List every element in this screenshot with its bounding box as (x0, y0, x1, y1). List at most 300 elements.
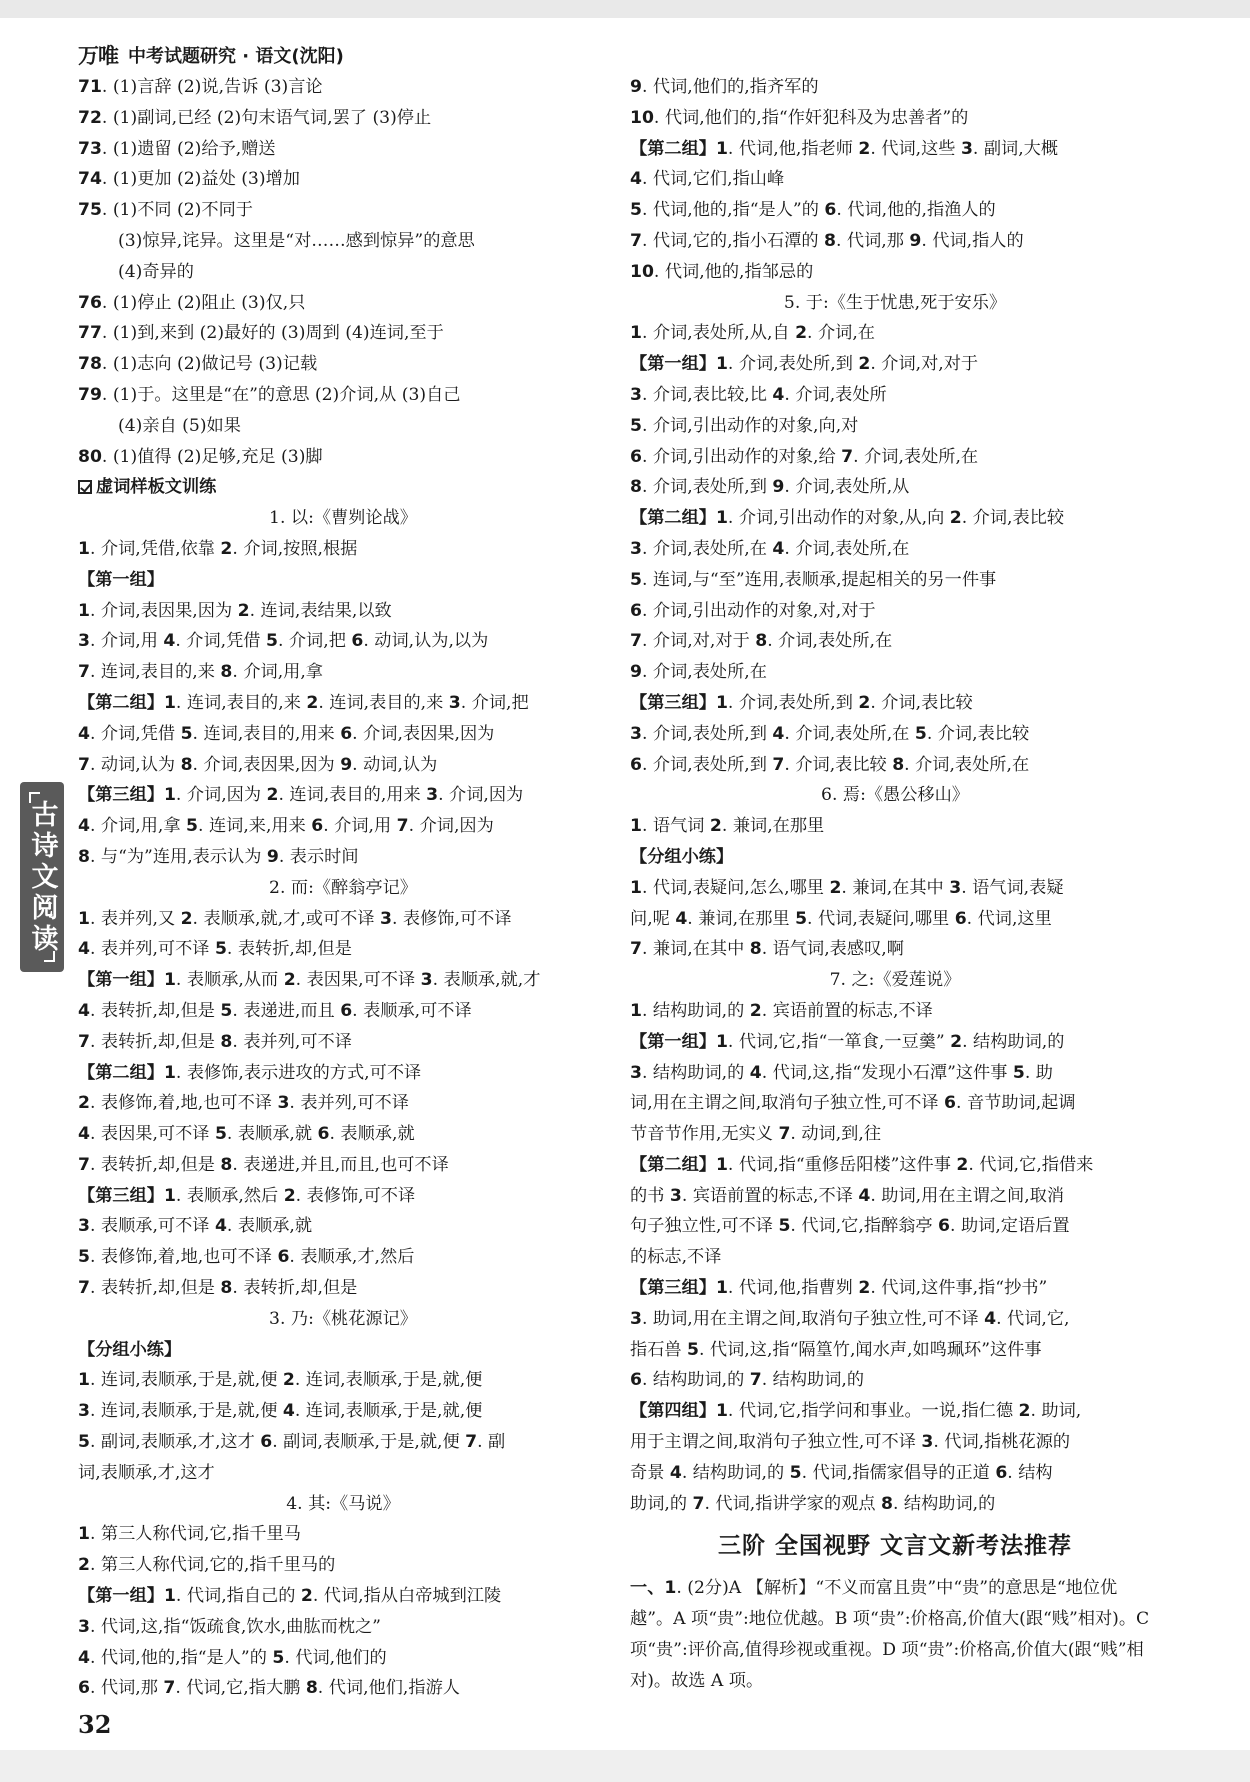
right-column (630, 72, 1160, 1697)
item-number: 7 (465, 1432, 478, 1453)
answer-text: . 连词,来,用来 (198, 816, 312, 837)
answer-line (630, 811, 1160, 842)
item-number: 7 (772, 754, 785, 775)
item-number: 【第一组】1 (78, 1586, 176, 1607)
answer-line (630, 996, 1160, 1027)
answer-text: . 代词,它,指学问和事业。一说,指仁德 (727, 1401, 1019, 1422)
answer-text: . 代词,这件事,指“抄书” (870, 1278, 1048, 1299)
answer-line (78, 226, 608, 257)
answer-line (630, 842, 1160, 873)
answer-text: . 介词,表处所,从 (784, 477, 910, 498)
answer-text: . 代词,他们的,指齐军的 (641, 77, 819, 97)
item-number: 【第三组】1 (630, 692, 728, 713)
item-number: 9 (772, 477, 785, 498)
passage-title: 7. 之:《爱莲说》 (829, 970, 961, 991)
answer-line (78, 873, 608, 904)
answer-line (630, 750, 1160, 781)
item-number: 76 (78, 292, 102, 313)
top-margin-shade (0, 0, 1250, 18)
answer-text: . 兼词,在那里 (687, 908, 796, 929)
item-number: 3 (78, 1401, 90, 1422)
answer-text: . 表示时间 (278, 846, 359, 867)
answer-line (630, 318, 1160, 349)
answer-text: 节音节作用,无实义 (630, 1124, 779, 1145)
answer-text: . (1)值得 (2)足够,充足 (3)脚 (101, 446, 323, 467)
item-number: 7 (630, 939, 642, 960)
item-number: 8 (749, 939, 762, 960)
answer-line (630, 226, 1160, 257)
answer-text: . 代词,指自己的 (175, 1586, 301, 1607)
item-number: 【第一组】1 (78, 970, 176, 991)
item-number: 1 (630, 816, 642, 837)
answer-text: . 第三人称代词,它的,指千里马的 (89, 1555, 336, 1576)
answer-text: . 介词,表处所,在 (784, 723, 915, 744)
item-number: 【第二组】1 (630, 138, 728, 159)
answer-line (630, 1242, 1160, 1273)
item-number: 5 (778, 1216, 791, 1237)
item-number: 【第一组】 (78, 569, 164, 590)
item-number: 8 (823, 230, 836, 251)
answer-line (78, 811, 608, 842)
answer-text: . 表转折,却,但是 (226, 939, 352, 960)
answer-text: . 连词,表顺承,于是,就,便 (89, 1401, 283, 1422)
item-number: 5 (1012, 1062, 1025, 1083)
answer-line (630, 103, 1160, 134)
answer-text: . 连词,表目的,用来 (192, 723, 341, 744)
item-number: 5 (630, 415, 642, 436)
item-number: 72 (78, 107, 102, 128)
answer-text: . 兼词,在其中 (841, 877, 950, 898)
answer-text: . 代词,指讲学家的观点 (704, 1493, 882, 1514)
item-number: 2 (956, 1154, 969, 1175)
item-number: 【第三组】1 (630, 1278, 728, 1299)
item-number: 2 (950, 1031, 963, 1052)
answer-text: . 介词,把 (277, 631, 352, 652)
answer-text: . 表递进,并且,而且,也可不译 (232, 1154, 449, 1175)
answer-text: . 表顺承,然后 (175, 1185, 284, 1206)
answer-text: . 代词,他的,指“是人”的 (89, 1647, 273, 1668)
answer-line (78, 904, 608, 935)
answer-line (78, 1643, 608, 1674)
answer-line (78, 1519, 608, 1550)
item-number: 4 (772, 723, 785, 744)
answer-line (630, 780, 1160, 811)
answer-text: . 动词,到,往 (790, 1124, 882, 1145)
item-number: 2 (306, 692, 319, 713)
page-header (78, 40, 344, 70)
item-number: 9 (909, 230, 922, 251)
answer-line (78, 318, 608, 349)
item-number: 1 (630, 1000, 642, 1021)
answer-text: . 代词,它的,指小石潭的 (641, 230, 824, 251)
answer-text: . 连词,表顺承,于是,就,便 (294, 1401, 483, 1422)
item-number: 3 (277, 1093, 290, 1114)
answer-text: . 表修饰,着,地,也可不译 (89, 1093, 278, 1114)
item-number: 3 (448, 692, 461, 713)
answer-text: . 介词,对,对于 (870, 354, 979, 375)
answer-line (630, 349, 1160, 380)
answer-line (78, 1181, 608, 1212)
answer-text: . 结构助词,的 (761, 1370, 865, 1391)
answer-text: . 介词,表处所,在 (767, 631, 893, 652)
item-number: 8 (881, 1493, 893, 1514)
item-number: 8 (755, 631, 768, 652)
item-number: 2 (858, 692, 871, 713)
answer-line (630, 534, 1160, 565)
answer-line (78, 1673, 608, 1704)
item-number: 6 (824, 200, 837, 221)
answer-text: . (1)于。这里是“在”的意思 (2)介词,从 (3)自己 (101, 384, 461, 405)
answer-line (630, 565, 1160, 596)
answer-text: . 表顺承,从而 (175, 970, 284, 991)
item-number: 6 (340, 1000, 353, 1021)
item-number: 10 (630, 261, 654, 282)
item-number: 3 (380, 908, 392, 929)
answer-line (630, 288, 1160, 319)
answer-text: . 介词,表比较,比 (641, 384, 773, 405)
answer-line (78, 1242, 608, 1273)
answer-line (630, 1427, 1160, 1458)
answer-line (78, 103, 608, 134)
answer-text: . 介词,表处所,到 (641, 723, 773, 744)
answer-text: . 代词,它,指大鹏 (175, 1678, 306, 1699)
tab-bracket-bottom (44, 951, 55, 962)
answer-line (630, 134, 1160, 165)
item-number: 4 (78, 1000, 90, 1021)
item-number: 【第三组】1 (78, 1185, 176, 1206)
answer-line (78, 1304, 608, 1335)
item-number: 7 (78, 1031, 90, 1052)
answer-text: . 介词,表比较 (784, 754, 893, 775)
answer-line (78, 1027, 608, 1058)
answer-text: . 介词,凭借 (175, 631, 266, 652)
answer-line (78, 965, 608, 996)
answer-line (630, 1458, 1160, 1489)
item-number: 7 (78, 1278, 90, 1299)
answer-text: . 动词,认为 (89, 754, 181, 775)
answer-text: . (1)副词,已经 (2)句末语气词,罢了 (3)停止 (101, 107, 432, 128)
item-number: 4 (772, 384, 785, 405)
item-number: 4 (163, 631, 176, 652)
item-number: 4 (675, 908, 688, 929)
answer-text: . 介词,用,拿 (232, 662, 323, 683)
answer-text: . 介词,凭借 (89, 723, 181, 744)
answer-text: . 表顺承,可不译 (89, 1216, 215, 1237)
answer-line (78, 134, 608, 165)
answer-text: . 语气词 (641, 816, 710, 837)
item-number: 6 (630, 754, 642, 775)
answer-text: . 介词,表处所,在 (853, 446, 979, 467)
item-number: 3 (960, 138, 973, 159)
answer-line (78, 1088, 608, 1119)
answer-line (78, 503, 608, 534)
item-number: 6 (351, 631, 364, 652)
answer-text: . 表顺承,就,才 (432, 970, 541, 991)
passage-title: 5. 于:《生于忧患,死于安乐》 (783, 292, 1007, 313)
answer-continuation: (4)奇异的 (118, 261, 194, 282)
item-number: 6 (78, 1678, 90, 1699)
item-number: 2 (709, 816, 722, 837)
answer-text: . 介词,引出动作的对象,向,对 (641, 415, 859, 436)
item-number: 7 (396, 816, 409, 837)
item-number: 80 (78, 446, 102, 467)
answer-line (630, 1304, 1160, 1335)
answer-line (78, 1489, 608, 1520)
item-number: 7 (78, 754, 90, 775)
item-number: 5 (220, 1000, 233, 1021)
answer-text: . 连词,表目的,来 (89, 662, 221, 683)
item-number: 4 (78, 723, 90, 744)
answer-text: . 介词,引出动作的对象,从,向 (727, 508, 950, 529)
answer-text: . 表并列,可不译 (89, 939, 215, 960)
item-number: 2 (78, 1555, 90, 1576)
item-number: 2 (266, 785, 279, 806)
item-number: 4 (669, 1462, 682, 1483)
item-number: 3 (630, 1062, 642, 1083)
answer-line (630, 873, 1160, 904)
answer-text: . 代词,它,指醉翁亭 (790, 1216, 939, 1237)
answer-text: . 表修饰,表示进攻的方式,可不译 (175, 1062, 422, 1083)
item-number: 1 (630, 877, 642, 898)
item-number: 6 (630, 600, 642, 621)
item-number: 9 (266, 846, 279, 867)
answer-text: . 代词,指“重修岳阳楼”这件事 (727, 1154, 957, 1175)
answer-line (630, 195, 1160, 226)
answer-text: . 连词,表顺承,于是,就,便 (89, 1370, 283, 1391)
answer-line (630, 934, 1160, 965)
item-number: 【第二组】1 (78, 1062, 176, 1083)
answer-text: . 介词,对,对于 (641, 631, 756, 652)
answer-line (78, 1058, 608, 1089)
answer-line (78, 1119, 608, 1150)
answer-line (78, 565, 608, 596)
item-number: 9 (630, 662, 642, 683)
answer-text: . (1)言辞 (2)说,告诉 (3)言论 (101, 77, 323, 97)
item-number: 7 (78, 662, 90, 683)
item-number: 2 (78, 1093, 90, 1114)
item-number: 5 (265, 631, 278, 652)
answer-text: . 介词,表处所,在 (784, 538, 910, 559)
answer-line (78, 257, 608, 288)
answer-text: . 表递进,而且 (232, 1000, 341, 1021)
item-number: 5 (914, 723, 927, 744)
answer-line (78, 472, 608, 503)
item-number: 2 (858, 138, 871, 159)
answer-text: . 连词,表目的,用来 (278, 785, 427, 806)
item-number: 77 (78, 323, 102, 344)
item-number: 4 (984, 1308, 997, 1329)
answer-line (630, 596, 1160, 627)
answer-text: . 动词,认为 (352, 754, 438, 775)
answer-text: . 兼词,在那里 (721, 816, 825, 837)
item-number: 8 (220, 1278, 233, 1299)
answer-text: . 表转折,却,但是 (232, 1278, 358, 1299)
item-number: 73 (78, 138, 102, 159)
answer-line (78, 380, 608, 411)
answer-text: . 介词,表因果,因为 (192, 754, 341, 775)
answer-text: . 代词,这里 (966, 908, 1052, 929)
answer-text: . 介词,用,拿 (89, 816, 187, 837)
answer-text: . 表顺承,就 (329, 1124, 415, 1145)
item-number: 6 (938, 1216, 951, 1237)
answer-line (78, 1427, 608, 1458)
item-number: 8 (305, 1678, 318, 1699)
item-number: 8 (220, 1031, 233, 1052)
answer-text: . 助词,用在主谓之间,取消 (870, 1185, 1065, 1206)
answer-text: . 连词,表结果,以致 (249, 600, 392, 621)
item-number: 2 (858, 354, 871, 375)
answer-text: . 介词,凭借,依靠 (89, 538, 221, 559)
passage-title: 1. 以:《曹刿论战》 (269, 508, 417, 529)
answer-text: . (2分)A 【解析】“不义而富且贵”中“贵”的意思是“地位优越”。A 项“贵”:地位优越。B 项“贵”:价格高,价值大(跟“贱”相对)。C 项“贵”:评价高,值得珍视或重视。D 项“贵”:价格高,价值大(跟“贱”相对)。故选 A 项。 (630, 1578, 1150, 1691)
answer-text: . 连词,表目的,来 (318, 692, 449, 713)
answer-text: . 表修饰,可不译 (295, 1185, 416, 1206)
left-column (78, 72, 608, 1704)
item-number: 3 (78, 1616, 90, 1637)
answer-line (630, 72, 1160, 103)
answer-line (630, 1181, 1160, 1212)
answer-line (78, 1396, 608, 1427)
answer-text: . (1)遗留 (2)给予,赠送 (101, 138, 276, 159)
item-number: 9 (630, 77, 642, 97)
item-number: 8 (78, 846, 90, 867)
item-number: 5 (272, 1647, 285, 1668)
answer-text: . 连词,与“至”连用,表顺承,提起相关的另一件事 (641, 569, 997, 590)
answer-line (630, 442, 1160, 473)
item-number: 8 (630, 477, 642, 498)
answer-line (78, 1550, 608, 1581)
item-number: 5 (795, 908, 808, 929)
page-number: 32 (78, 1710, 112, 1739)
answer-text: . 助词,定语后置 (950, 1216, 1070, 1237)
answer-text: 句子独立性,可不译 (630, 1216, 779, 1237)
answer-line (78, 1335, 608, 1366)
answer-text: . (1)更加 (2)益处 (3)增加 (101, 169, 300, 190)
answer-text: . 代词,他,指曹刿 (727, 1278, 859, 1299)
item-number: 1 (630, 323, 642, 344)
passage-title: 2. 而:《醉翁亭记》 (269, 877, 417, 898)
answer-paragraph (630, 1573, 1160, 1696)
answer-line (630, 904, 1160, 935)
answer-line (78, 780, 608, 811)
item-number: 6 (260, 1432, 273, 1453)
answer-line (630, 1088, 1160, 1119)
answer-line (78, 934, 608, 965)
bottom-margin-shade (0, 1750, 1250, 1782)
answer-text: 的书 (630, 1185, 670, 1206)
item-number: 一、1 (630, 1578, 677, 1599)
answer-text: . 介词,因为 (408, 816, 494, 837)
answer-line (630, 1396, 1160, 1427)
subsection-title: 虚词样板文训练 (96, 477, 217, 498)
item-number: 10 (630, 107, 654, 128)
answer-text: . 介词,表处所,到 (641, 477, 773, 498)
item-number: 3 (921, 1432, 934, 1453)
item-number: 79 (78, 384, 102, 405)
answer-text: . 连词,表目的,来 (175, 692, 307, 713)
answer-text: 用于主谓之间,取消句子独立性,可不译 (630, 1432, 922, 1453)
answer-text: . 表因果,可不译 (295, 970, 421, 991)
answer-text: . 代词,这,指“发现小石潭”这件事 (761, 1062, 1013, 1083)
answer-text: . 表转折,却,但是 (89, 1031, 221, 1052)
item-number: 7 (630, 230, 642, 251)
answer-text: . 代词,这,指“饭疏食,饮水,曲肱而枕之” (89, 1616, 381, 1637)
answer-text: . 介词,引出动作的对象,给 (641, 446, 842, 467)
answer-line (630, 257, 1160, 288)
answer-line (630, 688, 1160, 719)
answer-text: . 结构助词,的 (641, 1062, 750, 1083)
answer-text: . 副词,大概 (972, 138, 1059, 159)
answer-line (78, 996, 608, 1027)
answer-text: . 代词,它, (996, 1308, 1070, 1329)
answer-text: . 表修饰,可不译 (392, 908, 512, 929)
item-number: 4 (78, 1124, 90, 1145)
item-number: 4 (78, 939, 90, 960)
answer-line (630, 1058, 1160, 1089)
item-number: 2 (829, 877, 842, 898)
answer-text: . 代词,他们的 (284, 1647, 387, 1668)
answer-text: . 与“为”连用,表示认为 (89, 846, 267, 867)
answer-line (630, 164, 1160, 195)
item-number: 8 (220, 1154, 233, 1175)
item-number: 8 (892, 754, 905, 775)
answer-line (78, 842, 608, 873)
answer-line (78, 1612, 608, 1643)
item-number: 7 (749, 1370, 762, 1391)
answer-text: . 代词,指儒家倡导的正道 (801, 1462, 996, 1483)
answer-text: . 表顺承,就 (226, 1124, 318, 1145)
answer-text: . 代词,他的,指渔人的 (836, 200, 996, 221)
answer-text: . 介词,按照,根据 (232, 538, 358, 559)
item-number: 1 (78, 1524, 90, 1545)
item-number: 5 (630, 569, 642, 590)
answer-text: 词,用在主谓之间,取消句子独立性,可不译 (630, 1093, 945, 1114)
item-number: 2 (858, 1278, 871, 1299)
answer-text: . 表顺承,就 (226, 1216, 313, 1237)
answer-line (630, 1150, 1160, 1181)
answer-text: . 代词,他们的,指“作奸犯科及为忠善者”的 (653, 107, 969, 128)
item-number: 7 (778, 1124, 791, 1145)
answer-text: 指石兽 (630, 1339, 688, 1360)
answer-text: . 表并列,可不译 (289, 1093, 409, 1114)
item-number: 1 (78, 600, 90, 621)
item-number: 3 (630, 723, 642, 744)
answer-text: . 助词,用在主谓之间,取消句子独立性,可不译 (641, 1308, 985, 1329)
passage-title: 3. 乃:《桃花源记》 (269, 1308, 417, 1329)
answer-line (630, 1335, 1160, 1366)
item-number: 【第四组】1 (630, 1401, 728, 1422)
answer-line (78, 657, 608, 688)
item-number: 8 (180, 754, 193, 775)
answer-text: . 代词,那 (835, 230, 910, 251)
item-number: 2 (1018, 1401, 1031, 1422)
answer-continuation: (3)惊异,诧异。这里是“对……感到惊异”的意思 (118, 230, 475, 251)
answer-text: . 介词,表比较 (870, 692, 973, 713)
answer-line (78, 1211, 608, 1242)
answer-text: . (1)到,来到 (2)最好的 (3)周到 (4)连词,至于 (101, 323, 444, 344)
item-number: 2 (283, 1185, 296, 1206)
tab-bracket-top (29, 792, 40, 803)
item-number: 【第二组】1 (630, 508, 728, 529)
answer-text: . 介词,表比较 (926, 723, 1030, 744)
answer-text: . 介词,表处所,在 (641, 662, 767, 683)
answer-text: . 表转折,却,但是 (89, 1154, 221, 1175)
item-number: 6 (954, 908, 967, 929)
header-title: 中考试题研究 · 语文(沈阳) (128, 46, 344, 67)
item-number: 7 (163, 1678, 176, 1699)
answer-text: . 语气词,表疑 (961, 877, 1064, 898)
answer-text: . (1)不同 (2)不同于 (101, 200, 253, 221)
